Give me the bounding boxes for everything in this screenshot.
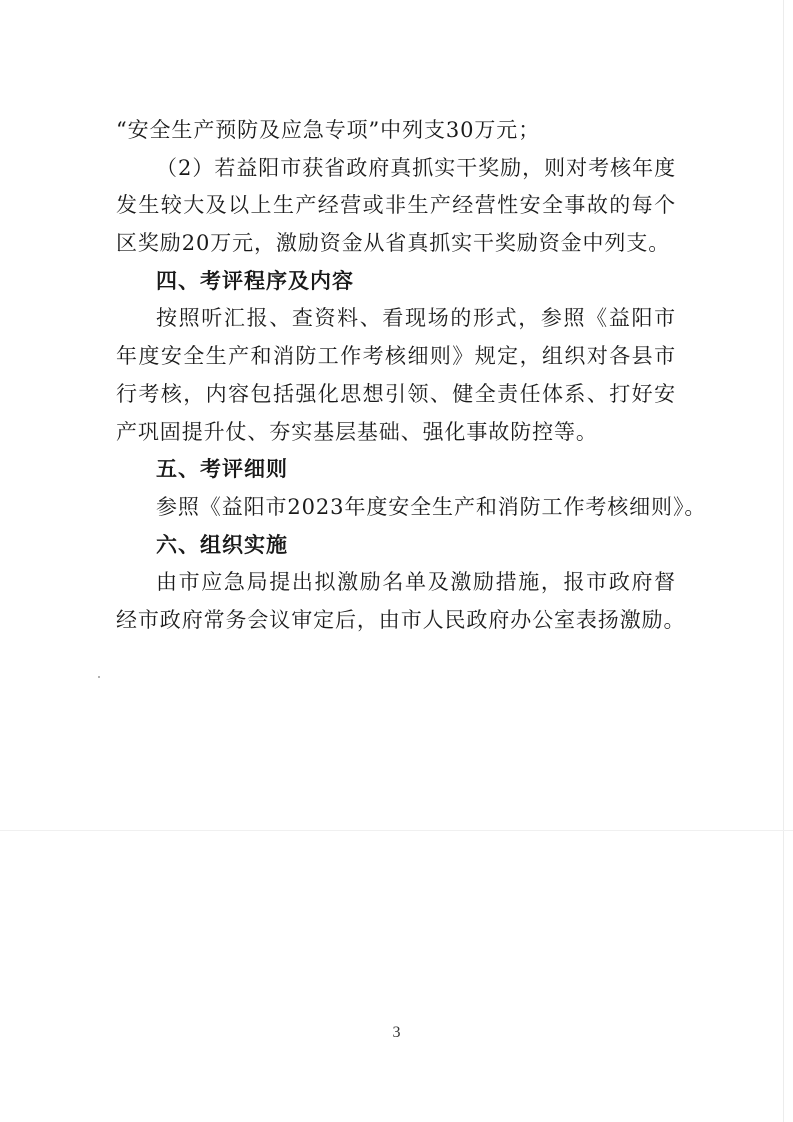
body-line: 年度安全生产和消防工作考核细则》规定，组织对各县市 [116,344,676,369]
body-line: “安全生产预防及应急专项”中列支30万元； [116,118,541,142]
scan-faint-rule [0,830,793,831]
scan-speck [98,676,100,678]
section-heading: 四、考评程序及内容 [156,268,354,293]
section-heading: 五、考评细则 [156,457,288,482]
body-line: 按照听汇报、查资料、看现场的形式，参照《益阳市 [156,306,676,331]
scan-edge-line [783,0,784,1122]
body-line: 参照《益阳市2023年度安全生产和消防工作考核细则》。 [156,494,707,519]
body-line: 区奖励20万元，激励资金从省真抓实干奖励资金中列支。 [116,231,671,256]
body-line: 发生较大及以上生产经营或非生产经营性安全事故的每个 [116,193,676,218]
body-line: 产巩固提升仗、夯实基层基础、强化事故防控等。 [116,419,598,444]
body-line: 行考核，内容包括强化思想引领、健全责任体系、打好安 [116,381,676,406]
body-line: 由市应急局提出拟激励名单及激励措施，报市政府督 [156,570,676,595]
body-line: 经市政府常务会议审定后，由市人民政府办公室表扬激励。 [116,607,686,632]
section-heading: 六、组织实施 [156,532,288,557]
body-line: （2）若益阳市获省政府真抓实干奖励，则对考核年度 [156,155,676,180]
page-number: 3 [392,1024,401,1041]
document-body [116,112,707,640]
